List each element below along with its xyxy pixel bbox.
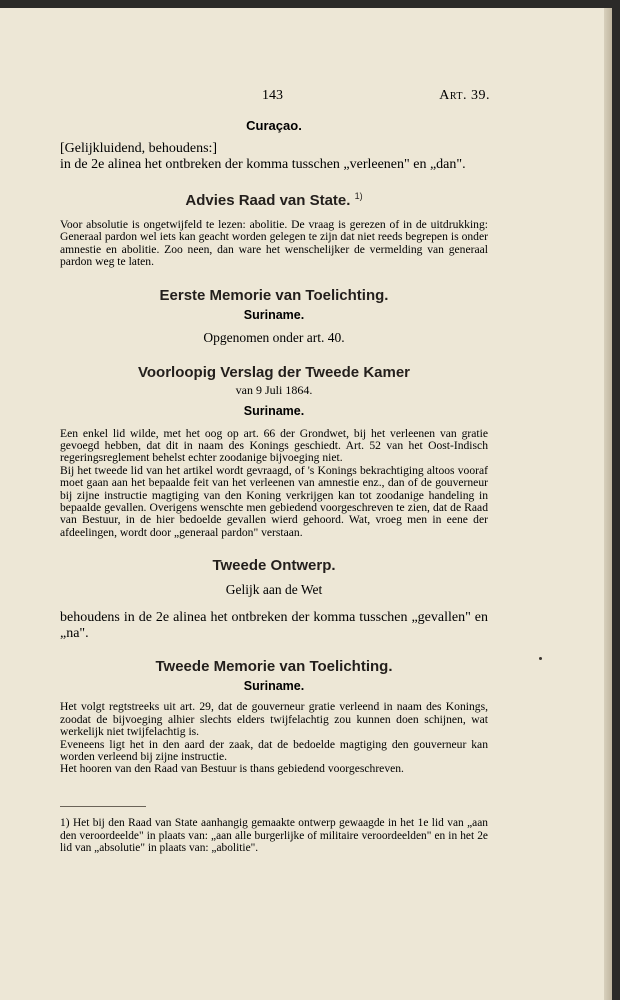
section-title-voorloopig-verslag: Voorloopig Verslag der Tweede Kamer [137,363,411,381]
advies-title-text: Advies Raad van State. [185,192,351,209]
section-title-tweede-ontwerp: Tweede Ontwerp. [212,557,336,575]
section-title-advies [60,191,488,209]
section-title-eerste-memorie: Eerste Memorie van Toelichting. [159,286,389,304]
voorloopig-paragraph-1: Een enkel lid wilde, met het oog op art. 66 der Grondwet, bij het verleenen van gratie gevoegd hebben, dat dit in naam des Konings geschiedt. Art. 52 van het Oost-Indisch regeringsreglement behelst echter zoodanige bijvoeging niet. [60,426,488,465]
curacao-line-2: in de 2e alinea het ontbreken der komma tusschen „verleenen" en „dan". [60,157,466,172]
section-title-tweede-memorie: Tweede Memorie van Toelichting. [155,658,393,676]
footnote-divider [60,806,146,807]
page-speck [539,657,542,660]
tweede-memorie-subtitle: Suriname. [243,679,305,694]
running-header [262,88,490,104]
page-edge [604,8,612,1000]
page-body [60,118,488,776]
eerste-memorie-line: Opgenomen onder art. 40. [203,329,345,345]
tweede-memorie-paragraph-3: Het hooren van den Raad van Bestuur is thans gebiedend voorgeschreven. [60,762,404,776]
tweede-ontwerp-text: behoudens in de 2e alinea het ontbreken der komma tusschen „gevallen" en „na". [60,610,488,642]
page-number: 143 [262,88,283,103]
voorloopig-paragraph-2: Bij het tweede lid van het artikel wordt gevraagd, of 's Konings bekrachtiging altoos vooraf moet gaan aan het bepaalde feit van het verleenen van amnestie enz., dan of de gouverneur bij zijne instructie magtiging van den Koning verkrijgen kan tot zoodanige handeling in bepaalde gevallen. Overigens wenschte men gebiedend voorgeschreven te zien, dat de Raad van Bestuur, in de hier bedoelde gevallen wierd gehoord. Wat, vroeg men in eene der afdeelingen, wordt door „generaal pardon" verstaan. [60,463,488,539]
footnote-mark: 1) [60,817,70,829]
footnote-reference: 1) [354,191,363,201]
tweede-memorie-paragraph-2: Eveneens ligt het in den aard der zaak, dat de bedoelde magtiging den gouverneur kan worden verleend bij zijne instructie. [60,737,488,763]
voorloopig-subtitle: Suriname. [243,403,305,418]
section-title-curacao: Curaçao. [246,118,302,133]
tweede-ontwerp-line: Gelijk aan de Wet [225,582,323,598]
eerste-memorie-subtitle: Suriname. [243,307,305,322]
tweede-memorie-paragraph-1: Het volgt regtstreeks uit art. 29, dat de gouverneur gratie verleend in naam des Konings, zoodat de bijvoeging alhier slechts elders twijfelachtig zou kunnen doen schijnen, wat werkelijk niet twijfelachtig is. [60,700,488,739]
article-number: Art. 39. [439,88,490,103]
footnote [60,817,488,855]
advies-paragraph: Voor absolutie is ongetwijfeld te lezen: abolitie. De vraag is gerezen of in de uitdrukking: Generaal pardon wel iets kan geacht worden gelegen te zijn dat niet reeds begrepen is onder amnestie en abolitie. Zoo neen, dan ware het wenschelijker de vermelding van generaal pardon weg te laten. [60,218,488,269]
voorloopig-date: van 9 Juli 1864. [235,382,313,397]
footnote-text: Het bij den Raad van State aanhangig gemaakte ontwerp gewaagde in het 1e lid van „aan den veroordeelde" in plaats van: „aan alle burgerlijke of militaire veroordeelden" en in het 2e lid van „absolutie" in plaats van: „abolitie". [60,817,488,855]
curacao-line-1: [Gelijkluidend, behoudens:] [60,141,218,156]
